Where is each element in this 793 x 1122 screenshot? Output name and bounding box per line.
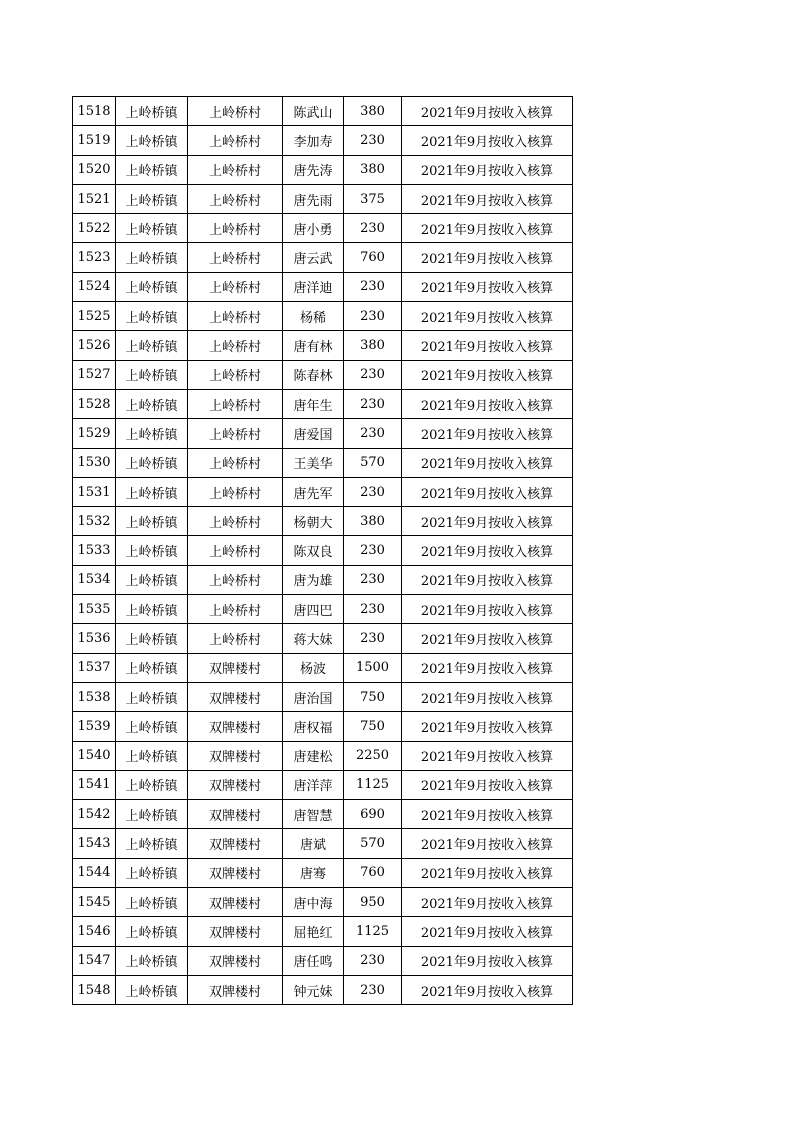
amount-cell: 230	[344, 272, 402, 301]
table-row	[73, 389, 573, 418]
row-number-cell: 1520	[73, 155, 116, 184]
town-cell: 上岭桥镇	[116, 302, 188, 331]
amount-cell: 230	[344, 536, 402, 565]
note-cell: 2021年9月按收入核算	[402, 214, 573, 243]
note-cell: 2021年9月按收入核算	[402, 184, 573, 213]
table-row	[73, 272, 573, 301]
amount-cell: 230	[344, 595, 402, 624]
row-number-cell: 1541	[73, 770, 116, 799]
table-row	[73, 214, 573, 243]
amount-cell: 950	[344, 888, 402, 917]
note-cell: 2021年9月按收入核算	[402, 243, 573, 272]
note-cell: 2021年9月按收入核算	[402, 507, 573, 536]
name-cell: 唐先雨	[283, 184, 344, 213]
name-cell: 唐爱国	[283, 419, 344, 448]
town-cell: 上岭桥镇	[116, 477, 188, 506]
table-row	[73, 829, 573, 858]
village-cell: 双牌楼村	[188, 888, 283, 917]
note-cell: 2021年9月按收入核算	[402, 360, 573, 389]
note-cell: 2021年9月按收入核算	[402, 97, 573, 126]
amount-cell: 230	[344, 214, 402, 243]
amount-cell: 230	[344, 565, 402, 594]
table-row	[73, 331, 573, 360]
name-cell: 王美华	[283, 448, 344, 477]
note-cell: 2021年9月按收入核算	[402, 741, 573, 770]
row-number-cell: 1531	[73, 477, 116, 506]
note-cell: 2021年9月按收入核算	[402, 888, 573, 917]
town-cell: 上岭桥镇	[116, 507, 188, 536]
row-number-cell: 1535	[73, 595, 116, 624]
name-cell: 唐洋萍	[283, 770, 344, 799]
town-cell: 上岭桥镇	[116, 419, 188, 448]
name-cell: 唐中海	[283, 888, 344, 917]
note-cell: 2021年9月按收入核算	[402, 448, 573, 477]
row-number-cell: 1542	[73, 800, 116, 829]
note-cell: 2021年9月按收入核算	[402, 917, 573, 946]
name-cell: 陈春林	[283, 360, 344, 389]
row-number-cell: 1537	[73, 653, 116, 682]
amount-cell: 1125	[344, 917, 402, 946]
name-cell: 唐为雄	[283, 565, 344, 594]
amount-cell: 230	[344, 419, 402, 448]
table-row	[73, 888, 573, 917]
row-number-cell: 1534	[73, 565, 116, 594]
note-cell: 2021年9月按收入核算	[402, 858, 573, 887]
amount-cell: 380	[344, 97, 402, 126]
town-cell: 上岭桥镇	[116, 770, 188, 799]
table-row	[73, 595, 573, 624]
name-cell: 陈双良	[283, 536, 344, 565]
row-number-cell: 1524	[73, 272, 116, 301]
amount-cell: 750	[344, 712, 402, 741]
town-cell: 上岭桥镇	[116, 858, 188, 887]
name-cell: 唐任鸣	[283, 946, 344, 975]
records-table	[72, 96, 573, 1005]
table-row	[73, 653, 573, 682]
row-number-cell: 1530	[73, 448, 116, 477]
town-cell: 上岭桥镇	[116, 565, 188, 594]
table-row	[73, 624, 573, 653]
town-cell: 上岭桥镇	[116, 214, 188, 243]
town-cell: 上岭桥镇	[116, 272, 188, 301]
amount-cell: 1500	[344, 653, 402, 682]
row-number-cell: 1528	[73, 389, 116, 418]
note-cell: 2021年9月按收入核算	[402, 595, 573, 624]
row-number-cell: 1540	[73, 741, 116, 770]
table-row	[73, 565, 573, 594]
name-cell: 唐治国	[283, 682, 344, 711]
town-cell: 上岭桥镇	[116, 624, 188, 653]
name-cell: 唐年生	[283, 389, 344, 418]
note-cell: 2021年9月按收入核算	[402, 624, 573, 653]
name-cell: 唐先涛	[283, 155, 344, 184]
note-cell: 2021年9月按收入核算	[402, 126, 573, 155]
row-number-cell: 1527	[73, 360, 116, 389]
records-table-body	[73, 97, 573, 1005]
town-cell: 上岭桥镇	[116, 97, 188, 126]
row-number-cell: 1529	[73, 419, 116, 448]
amount-cell: 570	[344, 829, 402, 858]
row-number-cell: 1525	[73, 302, 116, 331]
village-cell: 上岭桥村	[188, 155, 283, 184]
table-row	[73, 858, 573, 887]
name-cell: 唐权福	[283, 712, 344, 741]
town-cell: 上岭桥镇	[116, 126, 188, 155]
town-cell: 上岭桥镇	[116, 800, 188, 829]
amount-cell: 690	[344, 800, 402, 829]
village-cell: 双牌楼村	[188, 858, 283, 887]
village-cell: 上岭桥村	[188, 536, 283, 565]
amount-cell: 375	[344, 184, 402, 213]
village-cell: 双牌楼村	[188, 946, 283, 975]
village-cell: 双牌楼村	[188, 917, 283, 946]
row-number-cell: 1546	[73, 917, 116, 946]
row-number-cell: 1532	[73, 507, 116, 536]
note-cell: 2021年9月按收入核算	[402, 975, 573, 1004]
village-cell: 上岭桥村	[188, 302, 283, 331]
table-row	[73, 448, 573, 477]
note-cell: 2021年9月按收入核算	[402, 477, 573, 506]
town-cell: 上岭桥镇	[116, 448, 188, 477]
village-cell: 双牌楼村	[188, 975, 283, 1004]
village-cell: 双牌楼村	[188, 770, 283, 799]
row-number-cell: 1523	[73, 243, 116, 272]
name-cell: 唐小勇	[283, 214, 344, 243]
table-row	[73, 507, 573, 536]
village-cell: 上岭桥村	[188, 184, 283, 213]
note-cell: 2021年9月按收入核算	[402, 712, 573, 741]
name-cell: 唐智慧	[283, 800, 344, 829]
note-cell: 2021年9月按收入核算	[402, 770, 573, 799]
row-number-cell: 1543	[73, 829, 116, 858]
name-cell: 唐四巴	[283, 595, 344, 624]
village-cell: 上岭桥村	[188, 126, 283, 155]
table-row	[73, 155, 573, 184]
note-cell: 2021年9月按收入核算	[402, 419, 573, 448]
table-row	[73, 184, 573, 213]
town-cell: 上岭桥镇	[116, 741, 188, 770]
village-cell: 双牌楼村	[188, 741, 283, 770]
village-cell: 上岭桥村	[188, 97, 283, 126]
row-number-cell: 1521	[73, 184, 116, 213]
village-cell: 上岭桥村	[188, 624, 283, 653]
amount-cell: 2250	[344, 741, 402, 770]
amount-cell: 380	[344, 507, 402, 536]
table-row	[73, 975, 573, 1004]
row-number-cell: 1526	[73, 331, 116, 360]
village-cell: 上岭桥村	[188, 448, 283, 477]
amount-cell: 750	[344, 682, 402, 711]
town-cell: 上岭桥镇	[116, 946, 188, 975]
name-cell: 杨波	[283, 653, 344, 682]
table-row	[73, 302, 573, 331]
name-cell: 唐洋迪	[283, 272, 344, 301]
town-cell: 上岭桥镇	[116, 536, 188, 565]
name-cell: 唐有林	[283, 331, 344, 360]
name-cell: 唐斌	[283, 829, 344, 858]
town-cell: 上岭桥镇	[116, 331, 188, 360]
village-cell: 上岭桥村	[188, 243, 283, 272]
amount-cell: 380	[344, 331, 402, 360]
village-cell: 双牌楼村	[188, 653, 283, 682]
table-row	[73, 126, 573, 155]
amount-cell: 230	[344, 946, 402, 975]
amount-cell: 230	[344, 360, 402, 389]
name-cell: 蒋大妹	[283, 624, 344, 653]
table-row	[73, 682, 573, 711]
note-cell: 2021年9月按收入核算	[402, 946, 573, 975]
amount-cell: 570	[344, 448, 402, 477]
town-cell: 上岭桥镇	[116, 888, 188, 917]
note-cell: 2021年9月按收入核算	[402, 653, 573, 682]
village-cell: 上岭桥村	[188, 419, 283, 448]
amount-cell: 380	[344, 155, 402, 184]
name-cell: 唐先军	[283, 477, 344, 506]
name-cell: 李加寿	[283, 126, 344, 155]
table-row	[73, 712, 573, 741]
row-number-cell: 1545	[73, 888, 116, 917]
note-cell: 2021年9月按收入核算	[402, 829, 573, 858]
town-cell: 上岭桥镇	[116, 917, 188, 946]
town-cell: 上岭桥镇	[116, 975, 188, 1004]
row-number-cell: 1538	[73, 682, 116, 711]
village-cell: 双牌楼村	[188, 829, 283, 858]
village-cell: 上岭桥村	[188, 565, 283, 594]
name-cell: 唐云武	[283, 243, 344, 272]
village-cell: 上岭桥村	[188, 595, 283, 624]
note-cell: 2021年9月按收入核算	[402, 565, 573, 594]
village-cell: 上岭桥村	[188, 507, 283, 536]
amount-cell: 230	[344, 624, 402, 653]
row-number-cell: 1544	[73, 858, 116, 887]
town-cell: 上岭桥镇	[116, 653, 188, 682]
village-cell: 上岭桥村	[188, 360, 283, 389]
row-number-cell: 1547	[73, 946, 116, 975]
amount-cell: 1125	[344, 770, 402, 799]
town-cell: 上岭桥镇	[116, 829, 188, 858]
amount-cell: 230	[344, 126, 402, 155]
row-number-cell: 1518	[73, 97, 116, 126]
amount-cell: 760	[344, 858, 402, 887]
note-cell: 2021年9月按收入核算	[402, 331, 573, 360]
amount-cell: 760	[344, 243, 402, 272]
village-cell: 上岭桥村	[188, 477, 283, 506]
amount-cell: 230	[344, 975, 402, 1004]
village-cell: 上岭桥村	[188, 331, 283, 360]
town-cell: 上岭桥镇	[116, 389, 188, 418]
table-row	[73, 800, 573, 829]
table-row	[73, 419, 573, 448]
name-cell: 唐骞	[283, 858, 344, 887]
town-cell: 上岭桥镇	[116, 712, 188, 741]
amount-cell: 230	[344, 302, 402, 331]
row-number-cell: 1536	[73, 624, 116, 653]
village-cell: 上岭桥村	[188, 214, 283, 243]
row-number-cell: 1519	[73, 126, 116, 155]
table-row	[73, 741, 573, 770]
town-cell: 上岭桥镇	[116, 243, 188, 272]
town-cell: 上岭桥镇	[116, 682, 188, 711]
table-row	[73, 917, 573, 946]
note-cell: 2021年9月按收入核算	[402, 536, 573, 565]
name-cell: 屈艳红	[283, 917, 344, 946]
row-number-cell: 1548	[73, 975, 116, 1004]
table-row	[73, 477, 573, 506]
name-cell: 唐建松	[283, 741, 344, 770]
table-row	[73, 243, 573, 272]
note-cell: 2021年9月按收入核算	[402, 155, 573, 184]
name-cell: 陈武山	[283, 97, 344, 126]
village-cell: 双牌楼村	[188, 712, 283, 741]
village-cell: 双牌楼村	[188, 800, 283, 829]
name-cell: 钟元妹	[283, 975, 344, 1004]
table-row	[73, 536, 573, 565]
amount-cell: 230	[344, 389, 402, 418]
name-cell: 杨稀	[283, 302, 344, 331]
name-cell: 杨朝大	[283, 507, 344, 536]
town-cell: 上岭桥镇	[116, 155, 188, 184]
town-cell: 上岭桥镇	[116, 595, 188, 624]
table-row	[73, 770, 573, 799]
note-cell: 2021年9月按收入核算	[402, 682, 573, 711]
town-cell: 上岭桥镇	[116, 184, 188, 213]
note-cell: 2021年9月按收入核算	[402, 272, 573, 301]
table-row	[73, 360, 573, 389]
row-number-cell: 1533	[73, 536, 116, 565]
village-cell: 上岭桥村	[188, 272, 283, 301]
row-number-cell: 1522	[73, 214, 116, 243]
note-cell: 2021年9月按收入核算	[402, 302, 573, 331]
village-cell: 双牌楼村	[188, 682, 283, 711]
amount-cell: 230	[344, 477, 402, 506]
table-row	[73, 97, 573, 126]
village-cell: 上岭桥村	[188, 389, 283, 418]
row-number-cell: 1539	[73, 712, 116, 741]
note-cell: 2021年9月按收入核算	[402, 389, 573, 418]
note-cell: 2021年9月按收入核算	[402, 800, 573, 829]
table-row	[73, 946, 573, 975]
town-cell: 上岭桥镇	[116, 360, 188, 389]
